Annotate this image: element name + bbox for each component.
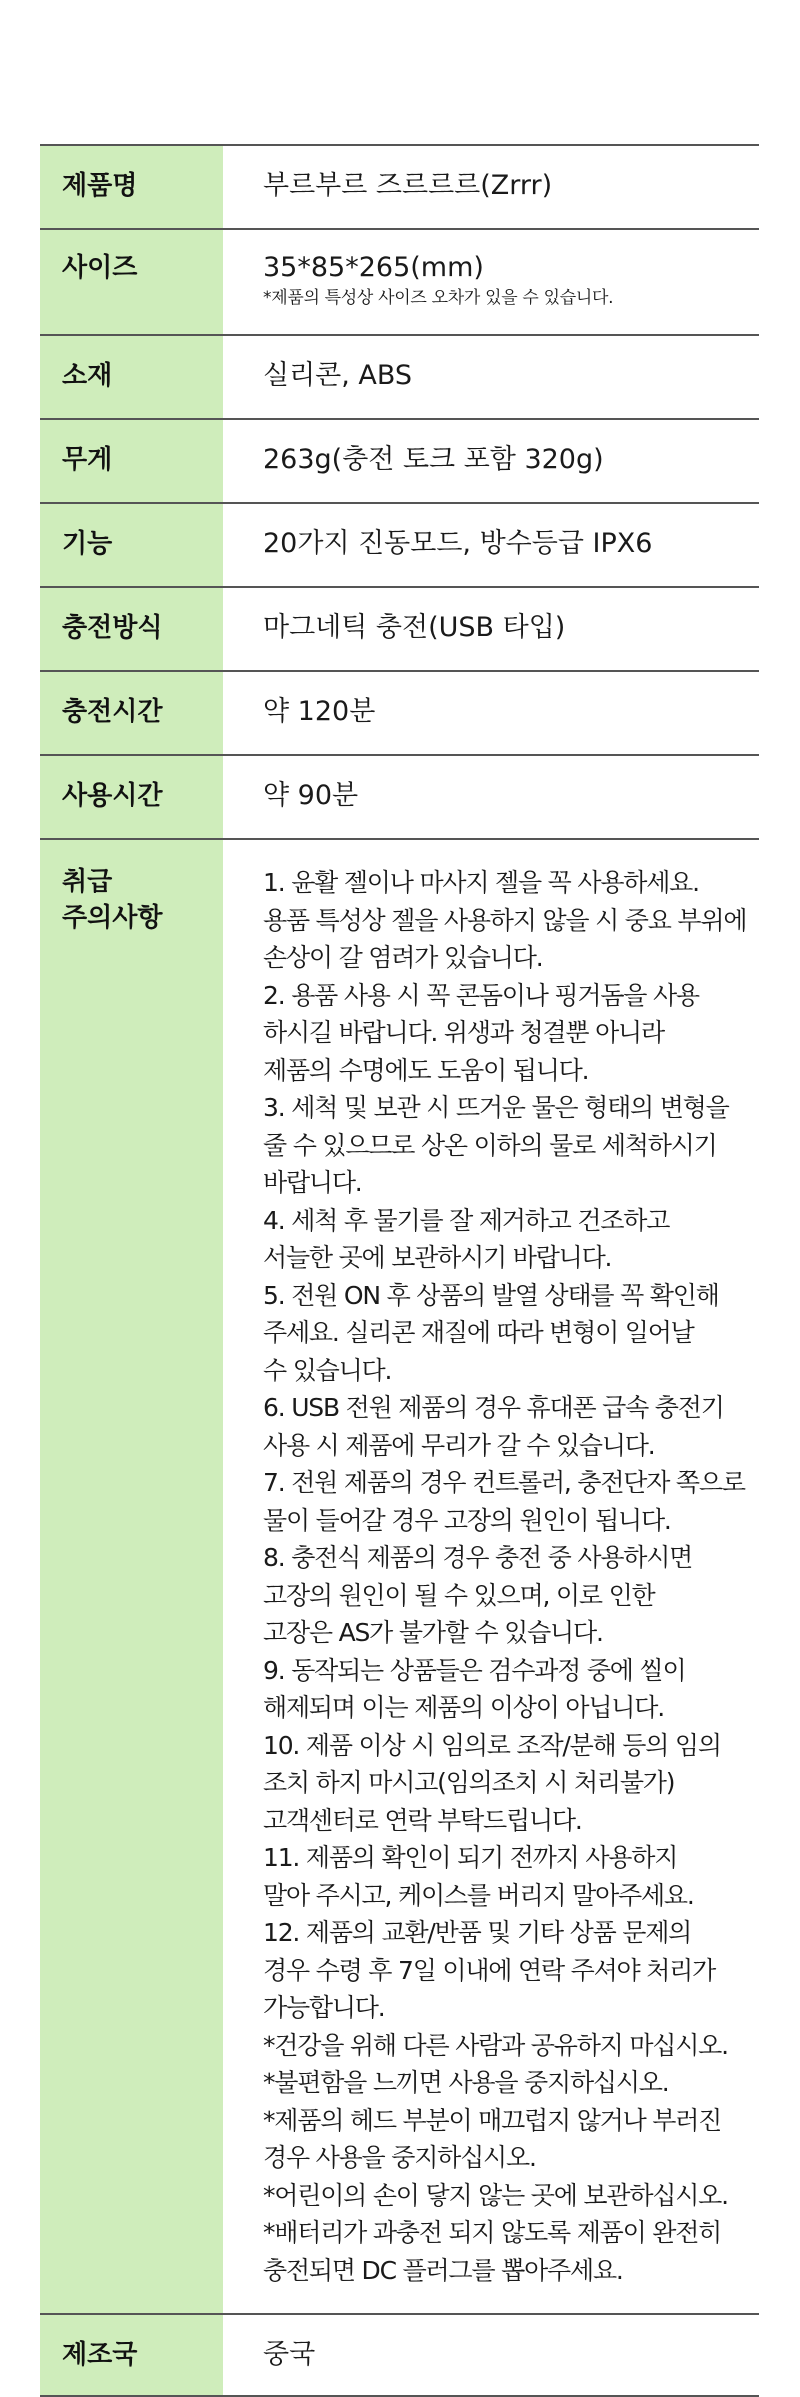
caution-line: 제품의 수명에도 도움이 됩니다. bbox=[263, 1055, 589, 1085]
caution-line: 1. 윤활 젤이나 마사지 젤을 꼭 사용하세요. bbox=[263, 868, 699, 897]
spec-label-material: 소재 bbox=[40, 336, 223, 418]
spec-value-size-cell bbox=[223, 230, 759, 334]
spec-row-charging-method bbox=[40, 588, 759, 672]
caution-line: 가능합니다. bbox=[263, 1993, 385, 2022]
spec-value-country: 중국 bbox=[263, 2339, 316, 2370]
caution-line: *불편함을 느끼면 사용을 중지하십시오. bbox=[263, 2068, 669, 2097]
caution-line: 손상이 갈 염려가 있습니다. bbox=[263, 943, 543, 972]
caution-line: 주세요. 실리콘 재질에 따라 변형이 일어날 bbox=[263, 1318, 694, 1347]
caution-line: 8. 충전식 제품의 경우 충전 중 사용하시면 bbox=[263, 1543, 693, 1572]
caution-line: 하시길 바랍니다. 위생과 청결뿐 아니라 bbox=[263, 1018, 664, 1047]
product-spec-table bbox=[40, 144, 759, 2397]
caution-label-line-2: 주의사항 bbox=[62, 903, 163, 933]
spec-label-function: 기능 bbox=[40, 504, 223, 586]
caution-line: 서늘한 곳에 보관하시기 바랍니다. bbox=[263, 1243, 612, 1272]
spec-value-usage-time: 약 90분 bbox=[263, 780, 359, 811]
caution-line: 7. 전원 제품의 경우 컨트롤러, 충전단자 쪽으로 bbox=[263, 1468, 745, 1497]
caution-text-lines bbox=[263, 864, 746, 2289]
caution-line: 10. 제품 이상 시 임의로 조작/분해 등의 임의 bbox=[263, 1730, 721, 1760]
caution-label-line-1: 취급 bbox=[62, 867, 113, 897]
caution-line: 경우 사용을 중지하십시오. bbox=[263, 2143, 536, 2172]
spec-row-country bbox=[40, 2315, 759, 2397]
caution-line: 고장의 원인이 될 수 있으며, 이로 인한 bbox=[263, 1580, 655, 1610]
spec-label-weight: 무게 bbox=[40, 420, 223, 502]
spec-value-charging-method: 마그네틱 충전(USB 타입) bbox=[263, 612, 566, 643]
caution-line: 바랍니다. bbox=[263, 1168, 362, 1197]
spec-row-usage-time bbox=[40, 756, 759, 840]
spec-label-caution bbox=[40, 840, 223, 2313]
caution-line: 충전되면 DC 플러그를 뽑아주세요. bbox=[263, 2255, 623, 2285]
caution-line: 2. 용품 사용 시 꼭 콘돔이나 핑거돔을 사용 bbox=[263, 980, 699, 1010]
caution-line: 경우 수령 후 7일 이내에 연락 주셔야 처리가 bbox=[263, 1955, 716, 1985]
spec-value-material: 실리콘, ABS bbox=[263, 360, 413, 391]
size-tolerance-note: *제품의 특성상 사이즈 오차가 있을 수 있습니다. bbox=[263, 288, 614, 308]
caution-line: *어린이의 손이 닿지 않는 곳에 보관하십시오. bbox=[263, 2180, 728, 2210]
spec-label-charging-method: 충전방식 bbox=[40, 588, 223, 670]
caution-line: 용품 특성상 젤을 사용하지 않을 시 중요 부위에 bbox=[263, 905, 747, 935]
caution-line: 6. USB 전원 제품의 경우 휴대폰 급속 충전기 bbox=[263, 1393, 724, 1422]
spec-label-product-name: 제품명 bbox=[40, 146, 223, 228]
spec-label-size: 사이즈 bbox=[40, 230, 223, 334]
spec-value-size: 35*85*265(mm) bbox=[263, 252, 484, 283]
caution-line: 5. 전원 ON 후 상품의 발열 상태를 꼭 확인해 bbox=[263, 1280, 719, 1310]
caution-line: *건강을 위해 다른 사람과 공유하지 마십시오. bbox=[263, 2030, 728, 2060]
caution-line: 12. 제품의 교환/반품 및 기타 상품 문제의 bbox=[263, 1918, 692, 1947]
caution-line: 고객센터로 연락 부탁드립니다. bbox=[263, 1805, 582, 1835]
caution-line: 11. 제품의 확인이 되기 전까지 사용하지 bbox=[263, 1843, 678, 1872]
caution-line: 고장은 AS가 불가할 수 있습니다. bbox=[263, 1618, 603, 1647]
caution-line: 말아 주시고, 케이스를 버리지 말아주세요. bbox=[263, 1880, 694, 1910]
caution-line: 3. 세척 및 보관 시 뜨거운 물은 형태의 변형을 bbox=[263, 1093, 729, 1122]
caution-line: 물이 들어갈 경우 고장의 원인이 됩니다. bbox=[263, 1505, 671, 1535]
caution-line: 사용 시 제품에 무리가 갈 수 있습니다. bbox=[263, 1430, 655, 1460]
spec-value-caution bbox=[223, 840, 760, 2313]
spec-label-charging-time: 충전시간 bbox=[40, 672, 223, 754]
spec-row-weight bbox=[40, 420, 759, 504]
spec-row-charging-time bbox=[40, 672, 759, 756]
caution-line: 4. 세척 후 물기를 잘 제거하고 건조하고 bbox=[263, 1205, 670, 1235]
spec-value-product-name: 부르부르 즈르르르(Zrrr) bbox=[263, 170, 553, 201]
spec-row-caution bbox=[40, 840, 759, 2315]
caution-line: 해제되며 이는 제품의 이상이 아닙니다. bbox=[263, 1693, 664, 1722]
caution-line: 조치 하지 마시고(임의조치 시 처리불가) bbox=[263, 1768, 675, 1797]
spec-value-function: 20가지 진동모드, 방수등급 IPX6 bbox=[263, 528, 653, 559]
spec-label-usage-time: 사용시간 bbox=[40, 756, 223, 838]
caution-line: *제품의 헤드 부분이 매끄럽지 않거나 부러진 bbox=[263, 2105, 722, 2135]
caution-line: 줄 수 있으므로 상온 이하의 물로 세척하시기 bbox=[263, 1130, 717, 1160]
spec-value-weight: 263g(충전 토크 포함 320g) bbox=[263, 444, 604, 475]
caution-line: *배터리가 과충전 되지 않도록 제품이 완전히 bbox=[263, 2218, 722, 2247]
spec-row-material bbox=[40, 336, 759, 420]
spec-label-country: 제조국 bbox=[40, 2315, 223, 2395]
caution-line: 9. 동작되는 상품들은 검수과정 중에 씰이 bbox=[263, 1655, 686, 1685]
spec-row-size bbox=[40, 230, 759, 336]
spec-row-function bbox=[40, 504, 759, 588]
spec-value-charging-time: 약 120분 bbox=[263, 696, 376, 727]
caution-line: 수 있습니다. bbox=[263, 1355, 392, 1385]
spec-row-product-name bbox=[40, 146, 759, 230]
